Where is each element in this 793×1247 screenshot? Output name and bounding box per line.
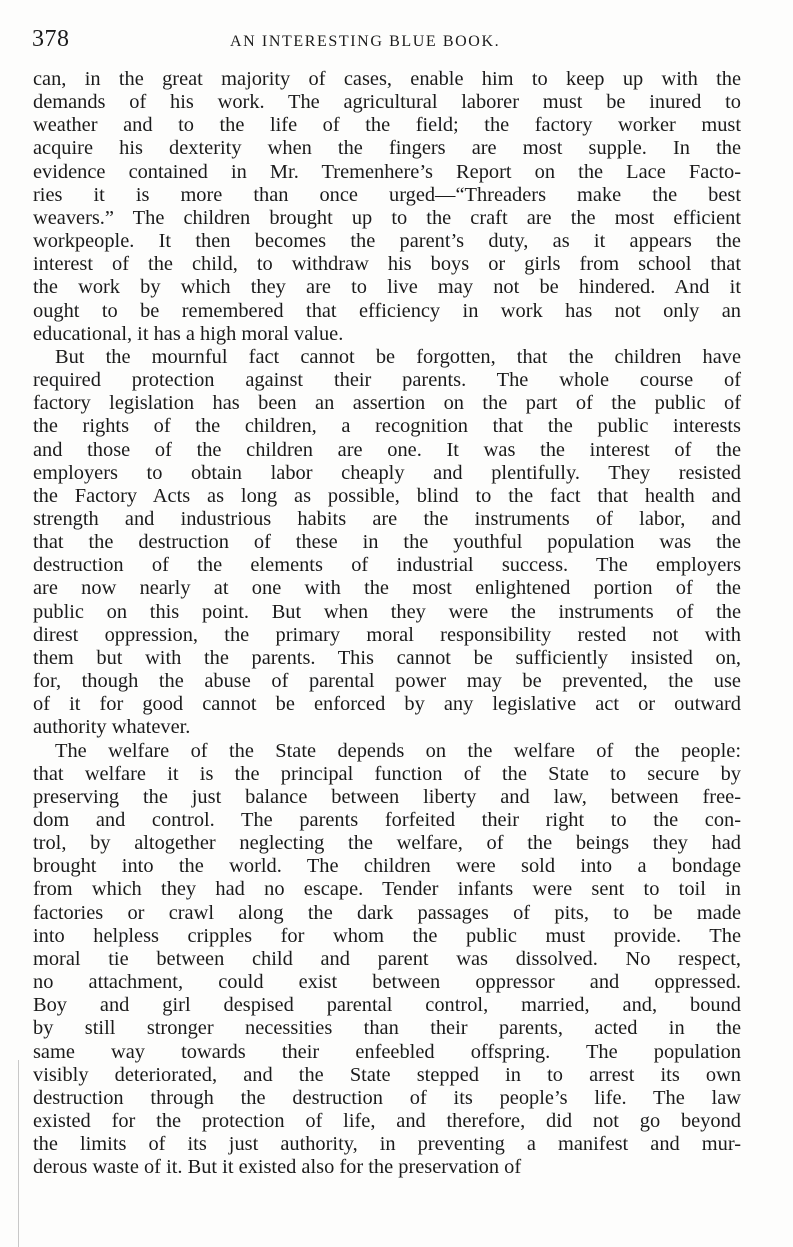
text-line: of it for good cannot be enforced by any legislative act or outward bbox=[33, 693, 741, 716]
text-line: ries it is more than once urged—“Threaders make the best bbox=[33, 183, 741, 206]
text-line: workpeople. It then becomes the parent’s duty, as it appears the bbox=[33, 230, 741, 253]
text-line: direst oppression, the primary moral responsibility rested not with bbox=[33, 623, 741, 646]
paragraph bbox=[33, 68, 741, 346]
page-number: 378 bbox=[32, 26, 70, 52]
page-header bbox=[32, 26, 752, 56]
text-line: into helpless cripples for whom the public must provide. The bbox=[33, 924, 741, 947]
text-line: educational, it has a high moral value. bbox=[33, 322, 344, 345]
text-line: weavers.” The children brought up to the craft are the most efficient bbox=[33, 206, 741, 229]
text-line: the work by which they are to live may not be hindered. And it bbox=[33, 276, 741, 299]
text-line: Boy and girl despised parental control, married, and, bound bbox=[33, 994, 741, 1017]
text-line: required protection against their parents. The whole course of bbox=[33, 369, 741, 392]
text-line: preserving the just balance between liberty and law, between free- bbox=[33, 785, 741, 808]
text-line: are now nearly at one with the most enlightened portion of the bbox=[33, 577, 741, 600]
paragraph bbox=[33, 740, 741, 1180]
text-line: public on this point. But when they were the instruments of the bbox=[33, 600, 741, 623]
text-line: destruction of the elements of industrial success. The employers bbox=[33, 554, 741, 577]
text-line: by still stronger necessities than their parents, acted in the bbox=[33, 1017, 741, 1040]
running-title: AN INTERESTING BLUE BOOK. bbox=[230, 33, 501, 50]
text-line: and those of the children are one. It was the interest of the bbox=[33, 438, 741, 461]
text-line: ought to be remembered that efficiency in work has not only an bbox=[33, 299, 741, 322]
text-line: moral tie between child and parent was dissolved. No respect, bbox=[33, 947, 741, 970]
text-line: for, though the abuse of parental power may be prevented, the use bbox=[33, 670, 741, 693]
text-line: the rights of the children, a recognition that the public interests bbox=[33, 415, 741, 438]
text-line: same way towards their enfeebled offspring. The population bbox=[33, 1040, 741, 1063]
text-line: the Factory Acts as long as possible, blind to the fact that health and bbox=[33, 484, 741, 507]
text-line: evidence contained in Mr. Tremenhere’s Report on the Lace Facto- bbox=[33, 160, 741, 183]
body-text bbox=[33, 68, 741, 1180]
text-line: the limits of its just authority, in preventing a manifest and mur- bbox=[33, 1133, 741, 1156]
text-line: that the destruction of these in the youthful population was the bbox=[33, 531, 741, 554]
text-line: strength and industrious habits are the instruments of labor, and bbox=[33, 507, 741, 530]
text-line: no attachment, could exist between oppressor and oppressed. bbox=[33, 971, 741, 994]
text-line: interest of the child, to withdraw his boys or girls from school that bbox=[33, 253, 741, 276]
text-line: can, in the great majority of cases, enable him to keep up with the bbox=[33, 68, 741, 90]
text-line: them but with the parents. This cannot be sufficiently insisted on, bbox=[33, 646, 741, 669]
text-line: demands of his work. The agricultural laborer must be inured to bbox=[33, 91, 741, 114]
text-line: factory legislation has been an assertion on the part of the public of bbox=[33, 392, 741, 415]
text-line: dom and control. The parents forfeited their right to the con- bbox=[33, 809, 741, 831]
scan-edge-line bbox=[18, 1060, 19, 1247]
text-line: destruction through the destruction of its people’s life. The law bbox=[33, 1086, 741, 1109]
paragraph bbox=[33, 346, 741, 740]
text-line: that welfare it is the principal function of the State to secure by bbox=[33, 762, 741, 785]
text-line: employers to obtain labor cheaply and plentifully. They resisted bbox=[33, 461, 741, 484]
text-line: visibly deteriorated, and the State stepped in to arrest its own bbox=[33, 1063, 741, 1086]
text-line: acquire his dexterity when the fingers are most supple. In the bbox=[33, 137, 741, 160]
text-line: authority whatever. bbox=[33, 716, 191, 739]
text-line: factories or crawl along the dark passages of pits, to be made bbox=[33, 901, 741, 924]
text-line: from which they had no escape. Tender infants were sent to toil in bbox=[33, 878, 741, 901]
text-line: trol, by altogether neglecting the welfare, of the beings they had bbox=[33, 832, 741, 855]
text-line: existed for the protection of life, and therefore, did not go beyond bbox=[33, 1110, 741, 1133]
text-line: brought into the world. The children were sold into a bondage bbox=[33, 855, 741, 878]
text-line: derous waste of it. But it existed also for the preservation of bbox=[33, 1156, 522, 1179]
text-line: But the mournful fact cannot be forgotten, that the children have bbox=[55, 345, 741, 368]
text-line: The welfare of the State depends on the welfare of the people: bbox=[55, 739, 741, 762]
text-line: weather and to the life of the field; the factory worker must bbox=[33, 114, 741, 137]
